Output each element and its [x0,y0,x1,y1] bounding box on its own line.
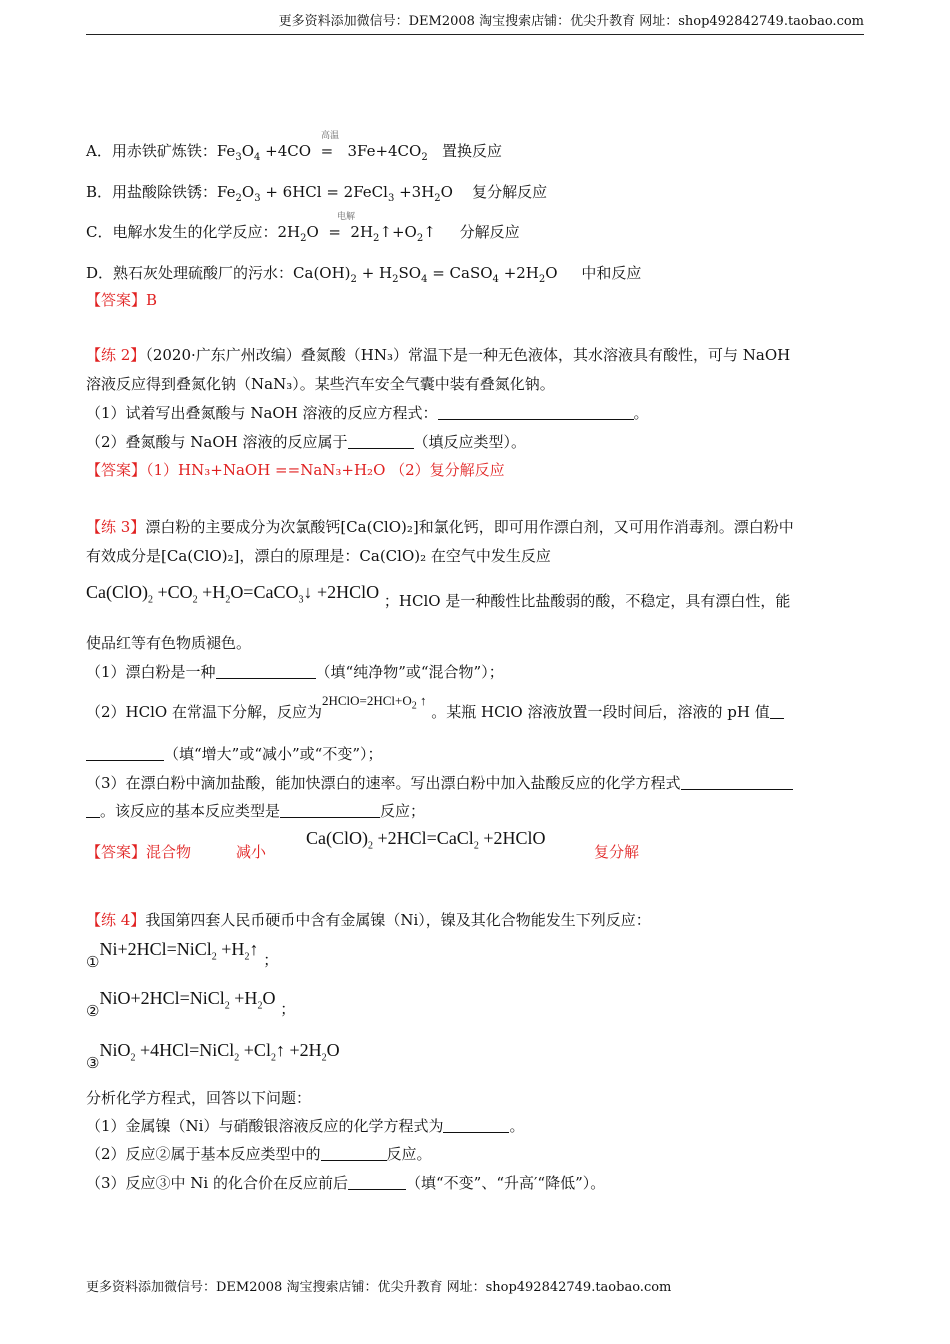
p3-equation-2: $2HClO=2HCl+O_2$ ↑ [321,693,427,712]
p4-reaction-3 [86,1038,864,1071]
p2-q2-end: （填反应类型）。 [413,433,527,451]
p3-q3-end2: 反应； [380,802,426,820]
p2-tag: 【练 2】 [86,346,146,364]
p3-q2 [86,693,864,731]
p4-q1-text: （1）金属镍（Ni）与硝酸银溶液反应的化学方程式为 [86,1117,444,1135]
p3-answer-equation: $Ca(ClO)_2$ +2HCl=CaCl$_2$ +2HClO [306,828,546,852]
option-c-type: 分解反应 [459,223,520,241]
option-d-type: 中和反应 [581,264,642,282]
p3-line2: 有效成分是[Ca(ClO)₂]，漂白的原理是：Ca(ClO)₂ 在空气中发生反应 [86,547,551,565]
p4-q1-end: 。 [509,1117,525,1135]
p3-q1 [86,660,864,684]
answer-p2-label: 【答案】 [86,461,147,479]
p4-equation-2: NiO+2HCl=NiCl$_2$ $+H_2O$ [99,988,276,1012]
p4-q3 [86,1171,864,1195]
option-d-label: D．熟石灰处理硫酸厂的污水： [86,264,294,282]
option-a-equation: $Fe_3O_4 +4CO = 3Fe+4CO_2$ [216,142,428,163]
p4-line5: 分析化学方程式，回答以下问题： [86,1089,312,1107]
p2-q2 [86,430,864,454]
p3-q3-end: 。该反应的基本反应类型是 [100,802,281,820]
answer-p3-label: 【答案】 [86,843,147,861]
p4-q1 [86,1114,864,1138]
p4-q2-end: 反应。 [386,1145,432,1163]
p4-semi-1: ； [263,951,279,969]
p4-line1-text: 我国第四套人民币硬币中含有金属镍（Ni），镍及其化合物能发生下列反应： [145,911,651,929]
p3-line1 [86,515,864,539]
p3-q2-end: （填“增大”或“减小”或“不变”）； [164,745,383,763]
p3-q3-text: （3）在漂白粉中滴加盐酸，能加快漂白的速率。写出漂白粉中加入盐酸反应的化学方程式 [86,774,681,792]
p4-marker-2: ② [86,1002,100,1020]
p3-q2-cont [86,742,864,766]
answer-p2 [86,458,864,482]
p3-q2-blank-b[interactable] [86,746,164,761]
option-b [86,180,864,211]
p3-q1-text: （1）漂白粉是一种 [86,663,216,681]
p2-q1 [86,401,864,425]
p3-q3-blank-b[interactable] [86,803,100,818]
p2-q2-text: （2）叠氮酸与 NaOH 溶液的反应属于 [86,433,348,451]
condition-electrolysis: 电解 [337,212,356,222]
option-c-label: C．电解水发生的化学反应： [86,223,278,241]
answer-q1 [86,288,864,312]
answer-p2-value: （1）HN₃+NaOH ==NaN₃+H₂O （2）复分解反应 [146,461,505,479]
p4-tag: 【练 4】 [86,911,146,929]
answer-q1-label: 【答案】 [86,291,147,309]
p3-q3-cont [86,799,864,823]
p4-semi-2: ； [280,1000,296,1018]
p3-line3-text: ；HClO 是一种酸性比盐酸弱的酸，不稳定，具有漂白性，能 [383,592,791,610]
p4-marker-3: ③ [86,1054,100,1072]
p4-q3-end: （填“不变”、“升高′“降低”）。 [406,1174,606,1192]
condition-high-temp: 高温 [321,131,340,141]
p4-equation-3: NiO$_2$ +4HCl=NiCl$_2$ $+Cl_2↑ +2H_2O$ [99,1040,340,1064]
p3-tag: 【练 3】 [86,518,146,536]
option-a-label: A．用赤铁矿炼铁： [86,142,217,160]
p4-q2-blank[interactable] [321,1146,387,1161]
p3-equation-1: $Ca(ClO)_2 +CO_2$ $+H_2O=CaCO_3↓$ +2HClO [86,582,380,606]
option-c-equation: $2H_2O$ = $2H_2↑+O_2↑$ [277,223,436,244]
p4-q3-text: （3）反应③中 Ni 的化合价在反应前后 [86,1174,349,1192]
p2-line2: 溶液反应得到叠氮化钠（NaN₃）。某些汽车安全气囊中装有叠氮化钠。 [86,375,555,393]
p3-q3-blank-a[interactable] [681,775,793,790]
page-footer: 更多资料添加微信号：DEM2008 淘宝搜索店铺：优尖升教育 网址：shop492842749.taobao.com [86,1280,672,1295]
p3-q1-end: （填“纯净物”或“混合物”）； [315,663,504,681]
option-a-type: 置换反应 [442,142,503,160]
p3-q2-text: （2）HClO 在常温下分解，反应为 [86,703,322,721]
option-d-equation: $Ca(OH)_2 + H_2SO_4$ = CaSO$_4$ $+2H_2O$ [293,264,558,285]
answer-q1-value: B [146,291,158,309]
option-b-equation: $Fe_2O_3 + 6HCl$ = 2FeCl$_3$ $+3H_2O$ [217,183,453,204]
p3-q2-blank-a[interactable] [770,704,784,719]
p2-q1-text: （1）试着写出叠氮酸与 NaOH 溶液的反应方程式： [86,404,438,422]
option-b-type: 复分解反应 [472,183,548,201]
p2-q1-end: 。 [633,404,649,422]
p2-line1-text: （2020·广东广州改编）叠氮酸（HN₃）常温下是一种无色液体，其水溶液具有酸性，可与 NaOH [145,346,791,364]
p2-line1 [86,343,864,367]
p2-q2-blank[interactable] [348,434,414,449]
answer-p3-2: 减小 [236,843,267,861]
option-b-label: B．用盐酸除铁锈： [86,183,218,201]
p3-line1-text: 漂白粉的主要成分为次氯酸钙[Ca(ClO)₂]和氯化钙，即可用作漂白剂，又可用作消毒剂。漂白粉中 [145,518,794,536]
p4-line1 [86,908,864,932]
p4-q3-blank[interactable] [348,1175,406,1190]
p3-line4: 使品红等有色物质褪色。 [86,634,252,652]
p4-reaction-1 [86,937,864,970]
p3-q3 [86,771,864,795]
p3-q3-blank-c[interactable] [280,803,380,818]
page-header: 更多资料添加微信号：DEM2008 淘宝搜索店铺：优尖升教育 网址：shop492842749.taobao.com [86,12,864,35]
p4-q2 [86,1142,864,1166]
p4-reaction-2 [86,986,864,1019]
p4-equation-1: Ni+2HCl=NiCl$_2$ $+H_2↑$ [99,939,259,963]
option-a [86,139,864,170]
p4-q2-text: （2）反应②属于基本反应类型中的 [86,1145,321,1163]
p3-q1-blank[interactable] [216,664,316,679]
p4-q1-blank[interactable] [443,1118,509,1133]
p3-line3 [86,580,864,613]
p2-q1-blank[interactable] [438,405,634,420]
answer-p3 [86,840,864,864]
answer-p3-3: 复分解 [594,843,640,861]
option-c [86,220,864,251]
answer-p3-1: 混合物 [146,843,192,861]
p4-marker-1: ① [86,953,100,971]
p3-q2-mid: 。某瓶 HClO 溶液放置一段时间后，溶液的 pH 值 [431,703,770,721]
